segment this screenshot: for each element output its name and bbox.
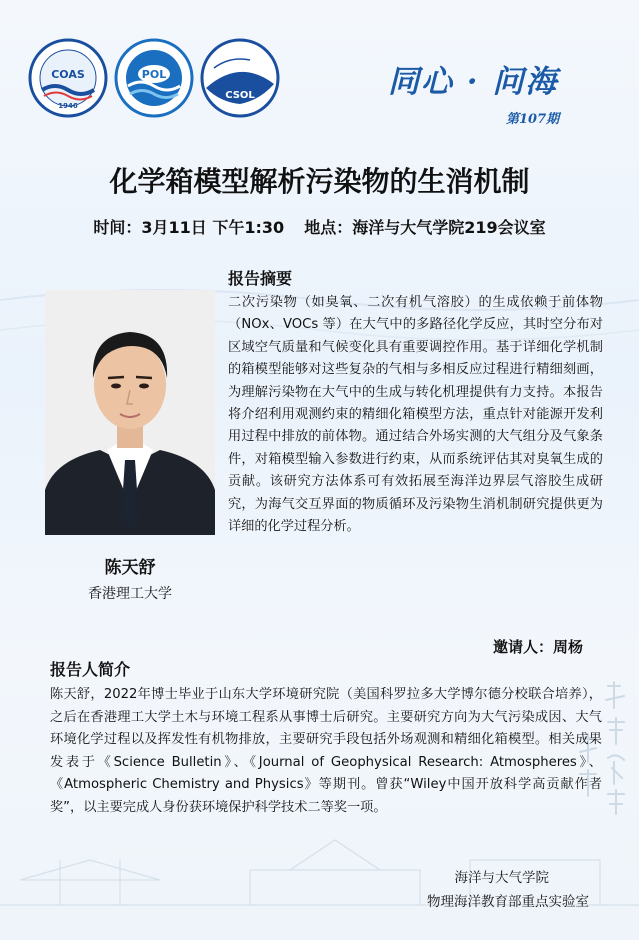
coas-logo — [28, 38, 108, 118]
abstract-heading: 报告摘要 — [228, 269, 293, 288]
csol-logo — [200, 38, 280, 118]
pol-logo-center: POL — [141, 68, 167, 81]
inviter: 邀请人：周杨 — [492, 638, 583, 656]
speaker-name: 陈天舒 — [104, 558, 156, 578]
issue-number: 第107期 — [506, 112, 560, 127]
place-label: 地点： — [304, 218, 353, 237]
page-title: 化学箱模型解析污染物的生消机制 — [109, 165, 530, 198]
time-value: 3月11日 下午1:30 — [141, 218, 285, 237]
event-info — [0, 215, 639, 238]
pol-logo — [114, 38, 194, 118]
bio-body: 陈天舒，2022年博士毕业于山东大学环境研究院（美国科罗拉多大学博尔德分校联合培养），之后在香港理工大学土木与环境工程系从事博士后研究。主要研究方向为大气污染成因、大气环境化学过程以及挥发性有机物排放，主要研究手段包括外场观测和精细化箱模型。相关成果发表于《Science Bulletin》、《Journal of Geophysical Research: Atmospheres》、《Atmospheric Chemistry and Physics》等期刊。曾获“Wiley中国开放科学高贡献作者奖”，以主要完成人身份获环境保护科学技术二等奖一项。 — [50, 687, 602, 815]
bio-heading: 报告人简介 — [50, 660, 131, 679]
organizer-line-2: 物理海洋教育部重点实验室 — [427, 894, 589, 910]
abstract-body: 二次污染物（如臭氧、二次有机气溶胶）的生成依赖于前体物（NOx、VOCs 等）在大气中的多路径化学反应，其时空分布对区域空气质量和气候变化具有重要调控作用。基于详细化学机制的箱模型能够对这些复杂的气相与多相反应过程进行精细刻画，为理解污染物在大气中的生成与转化机理提供有力支持。本报告将介绍利用观测约束的精细化箱模型方法，重点针对能源开发利用过程中排放的前体物。通过结合外场实测的大气组分及气象条件，对箱模型输入参数进行约束，从而系统评估其对臭氧生成的贡献。该研究方法体系可有效拓展至海洋边界层气溶胶生成研究，为海气交互界面的物质循环及污染物生消机制研究提供更为详细的化学过程分析。 — [228, 295, 603, 535]
coas-logo-center: COAS — [51, 68, 85, 81]
time-label: 时间： — [93, 218, 142, 237]
slogan: 同心 · 问海 — [388, 64, 559, 100]
csol-logo-center: CSOL — [225, 90, 255, 101]
speaker-affiliation: 香港理工大学 — [88, 586, 172, 602]
organizer-line-1: 海洋与大气学院 — [454, 870, 549, 886]
place-value: 海洋与大气学院219会议室 — [352, 218, 546, 237]
coas-logo-year: 1946 — [58, 102, 78, 110]
speaker-photo — [45, 290, 215, 535]
